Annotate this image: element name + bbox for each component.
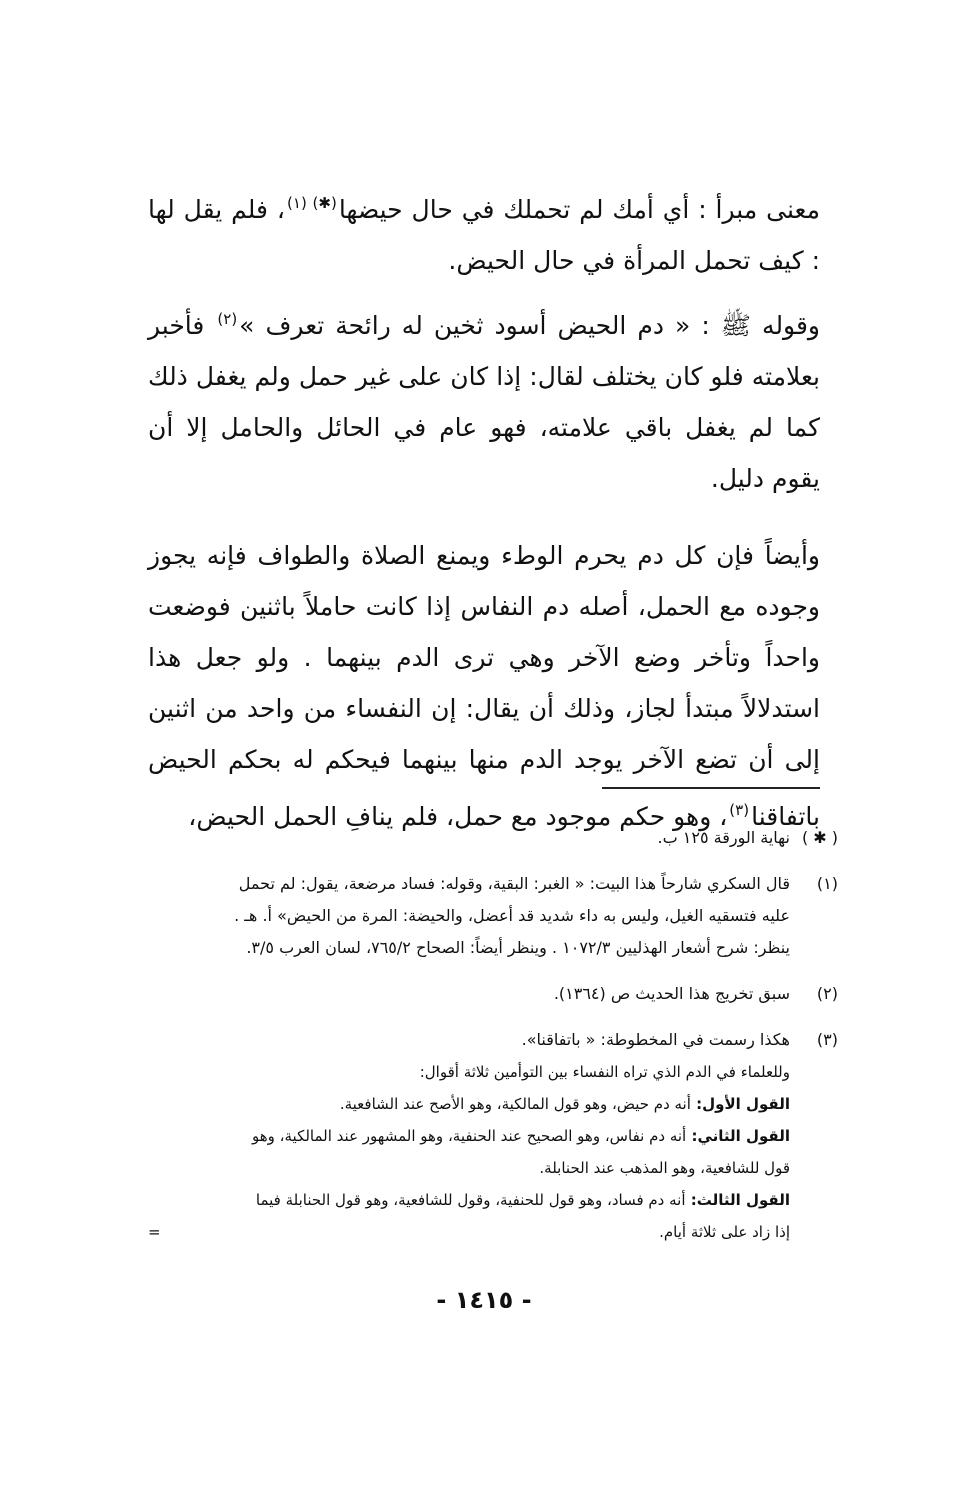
paragraph-text: معنى مبرأ : أي أمك لم تحملك في حال حيضها — [338, 195, 820, 224]
page-number: - ١٤١٥ - — [436, 1286, 532, 1314]
continuation-mark: = — [148, 1223, 161, 1241]
paragraph-text: وأيضاً فإن كل دم يحرم الوطء ويمنع الصلاة والطواف فإنه يجوز وجوده مع الحمل، أصله دم النفاس إذا كانت حاملاً باثنين فوضعت واحداً وتأخر وضع الآخر وهي ترى الدم بينهما . ولو جعل هذا استدلالاً مبتدأ لجاز، وذلك أن يقال: إن النفساء من واحد من اثنين إلى أن تضع الآخر يوجد الدم منها بينهما فيحكم له بحكم الحيض باتفاقنا — [148, 541, 820, 831]
footnote-number: (٣) — [816, 1030, 838, 1049]
footnote-marker: (٢) — [217, 310, 238, 328]
paragraph-text: ، وهو حكم موجود مع حمل، فلم ينافِ الحمل الحيض، — [188, 802, 728, 831]
footnote-text: نهاية الورقة ١٢٥ ب. — [657, 828, 790, 847]
paragraph-1 — [148, 178, 820, 286]
footnote-line: قول للشافعية، وهو المذهب عند الحنابلة. — [539, 1159, 790, 1177]
footnote-label: القول الثالث: — [685, 1191, 790, 1209]
footnote-line — [148, 1088, 790, 1120]
footnote-line — [148, 1184, 790, 1216]
footnote-label: القول الثاني: — [686, 1127, 790, 1145]
footnote-3 — [148, 1024, 838, 1248]
footnote-line: قال السكري شارحاً هذا البيت: « الغبر: البقية، وقوله: فساد مرضعة، يقول: لم تحمل — [238, 874, 790, 893]
footnote-line: هكذا رسمت في المخطوطة: « باتفاقنا». — [521, 1030, 790, 1049]
footnote-folio — [148, 822, 838, 854]
footnote-line: ينظر: شرح أشعار الهذليين ١٠٧٢/٣ . وينظر أيضاً: الصحاح ٧٦٥/٢، لسان العرب ٣/٥. — [246, 938, 790, 957]
footnote-text: أنه دم فساد، وهو قول للحنفية، وقول للشافعية، وهو قول الحنابلة فيما — [255, 1191, 686, 1209]
footnote-text: أنه دم حيض، وهو قول المالكية، وهو الأصح عند الشافعية. — [339, 1095, 691, 1113]
footnote-line: وللعلماء في الدم الذي تراه النفساء بين التوأمين ثلاثة أقوال: — [419, 1063, 790, 1081]
footnote-line — [148, 1120, 790, 1152]
paragraph-text: فأخبر بعلامته فلو كان يختلف لقال: إذا كان على غير حمل ولم يغفل ذلك كما لم يغفل باقي علامته، فهو عام في الحائل والحامل إلا أن يقوم دليل. — [148, 311, 820, 493]
footnote-marker: (✱) (١) — [287, 194, 337, 212]
footnote-line — [148, 1216, 790, 1248]
footnote-line: عليه فتسقيه الغيل، وليس به داء شديد قد أعضل، والحيضة: المرة من الحيض» أ. هـ . — [234, 906, 790, 925]
paragraph-2 — [148, 294, 820, 504]
footnote-text: أنه دم نفاس، وهو الصحيح عند الحنفية، وهو المشهور عند المالكية، وهو — [252, 1127, 687, 1145]
footnote-1 — [148, 868, 838, 964]
paragraph-text: وقوله ﷺ : « دم الحيض أسود ثخين له رائحة تعرف » — [239, 311, 820, 340]
footnote-divider — [602, 787, 820, 789]
footnote-number: (١) — [816, 874, 838, 893]
footnote-label: القول الأول: — [690, 1095, 790, 1113]
footnotes — [148, 822, 838, 1262]
footnote-number: ( ✱ ) — [801, 828, 838, 847]
footnote-number: (٢) — [816, 984, 838, 1003]
paragraph-text: ، فلم يقل لها : كيف تحمل المرأة في حال الحيض. — [148, 195, 820, 275]
footnote-text: إذا زاد على ثلاثة أيام. — [659, 1223, 790, 1241]
footnote-2 — [148, 978, 838, 1010]
footnote-marker: (٣) — [729, 801, 750, 819]
footnote-line: سبق تخريج هذا الحديث ص (١٣٦٤). — [553, 984, 790, 1003]
paragraph-3 — [148, 530, 820, 842]
main-text — [148, 178, 820, 842]
